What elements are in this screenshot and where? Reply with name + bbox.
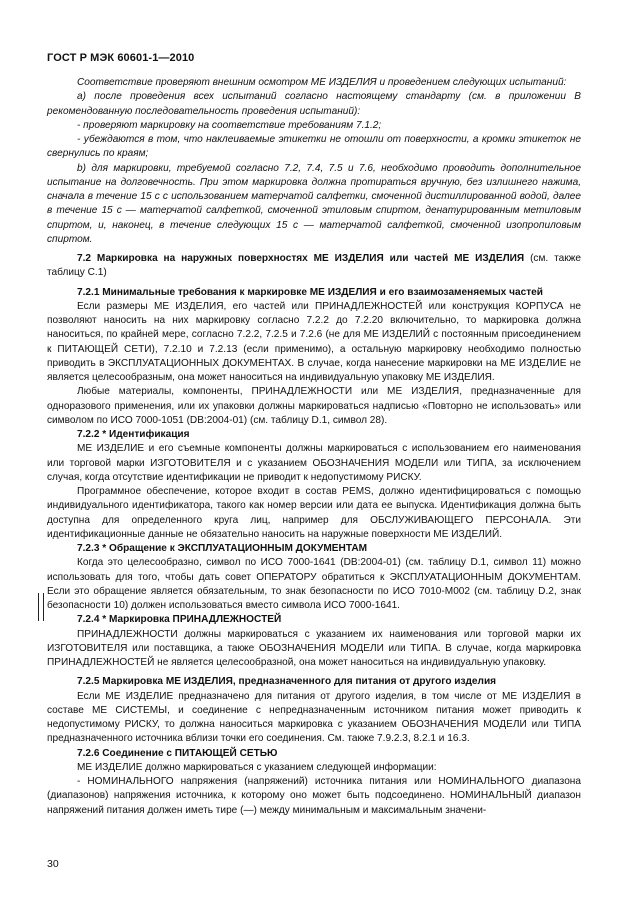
section-heading-7-2-6: 7.2.6 Соединение с ПИТАЮЩЕЙ СЕТЬЮ	[77, 747, 278, 759]
section-heading-7-2-ref: (см. также таблицу С.1)	[47, 253, 581, 279]
paragraph-identification: МЕ ИЗДЕЛИЕ и его съемные компоненты должны маркироваться с использованием его наименования или торговой марки ИЗГОТОВИТЕЛЯ и с указанием ОБОЗНАЧЕНИЯ МОДЕЛИ или ТИПА, за исключением случая, когда отсутствие идентификации не приводит к недопустимому РИСКУ.	[47, 443, 581, 483]
section-heading-7-2-2: 7.2.2 * Идентификация	[77, 429, 190, 440]
section-heading-7-2-3: 7.2.3 * Обращение к ЭКСПЛУАТАЦИОННЫМ ДОКУМЕНТАМ	[77, 543, 368, 554]
section-heading-7-2-5: 7.2.5 Маркировка МЕ ИЗДЕЛИЯ, предназначенного для питания от другого изделия	[77, 676, 497, 688]
paragraph-check-marking: - проверяют маркировку на соответствие требованиям 7.1.2;	[77, 119, 382, 131]
paragraph-rated-voltage: - НОМИНАЛЬНОГО напряжения (напряжений) источника питания или НОМИНАЛЬНОГО диапазона (диапазонов) напряжения источника, к которому оно может быть подсоединено. НОМИНАЛЬНЫЙ диапазон напряжений питания должен иметь тире (—) между минимальным и максимальным значени-	[47, 776, 581, 816]
paragraph-minimal-requirements: Если размеры МЕ ИЗДЕЛИЯ, его частей или ПРИНАДЛЕЖНОСТЕЙ или конструкция КОРПУСА не позволяют наносить на них маркировку согласно 7.2.2 до 7.2.20 включительно, то маркировка должна наноситься, по крайней мере, согласно 7.2.2, 7.2.5 и 7.2.6 (не для МЕ ИЗДЕЛИЙ с постоянным присоединением к ПИТАЮЩЕЙ СЕТИ), 7.2.10 и 7.2.13 (если применимо), а остальную маркировку необходимо полностью приводить в ЭКСПЛУАТАЦИОННЫХ ДОКУМЕНТАХ. В случае, когда нанесение маркировки на МЕ ИЗДЕЛИЕ не является целесообразным, она может наноситься на индивидуальную упаковку МЕ ИЗДЕЛИЯ.	[47, 300, 581, 383]
paragraph-check-labels: - убеждаются в том, что наклеиваемые этикетки не отошли от поверхности, а кромки этикеток не свернулись по краям;	[47, 134, 581, 160]
paragraph-operating-documents: Когда это целесообразно, символ по ИСО 7000-1641 (DB:2004-01) (см. таблицу D.1, символ 11) можно использовать для того, чтобы дать совет ОПЕРАТОРУ обратиться к ЭКСПЛУАТАЦИОННЫМ ДОКУМЕНТАМ. Если это обращение является обязательным, то знак безопасности по ИСО 7010-М002 (см. таблицу D.2, знак безопасности 10) должен использоваться вместо символа ИСО 7000-1641.	[47, 557, 581, 611]
page-number: 30	[47, 858, 59, 870]
paragraph-test-b: b) для маркировки, требуемой согласно 7.2, 7.4, 7.5 и 7.6, необходимо проводить дополнительное испытание на долговечность. При этом маркировка должна протираться вручную, без излишнего нажима, сначала в течение 15 с с использованием матерчатой салфетки, смоченной дистиллированной водой, далее в течение 15 с — матерчатой салфеткой, смоченной этиловым спиртом, денатурированным метиловым спиртом, и, наконец, в течение следующих 15 с — матерчатой салфеткой, смоченной изопропиловым спиртом.	[47, 162, 581, 245]
section-heading-7-2-title: 7.2 Маркировка на наружных поверхностях МЕ ИЗДЕЛИЯ или частей МЕ ИЗДЕЛИЯ	[77, 253, 525, 264]
section-heading-7-2-1: 7.2.1 Минимальные требования к маркировке МЕ ИЗДЕЛИЯ и его взаимозаменяемых частей	[77, 286, 543, 298]
section-heading-7-2-4: 7.2.4 * Маркировка ПРИНАДЛЕЖНОСТЕЙ	[77, 614, 282, 626]
paragraph-power-source: Если МЕ ИЗДЕЛИЕ предназначено для питания от другого изделия, в том числе от МЕ ИЗДЕЛИЯ в составе МЕ СИСТЕМЫ, и соединение с непредназначенным источником питания может приводить к недопустимому РИСКУ, то должна наноситься маркировка с указанием ОБОЗНАЧЕНИЯ МОДЕЛИ или ТИПА предназначенного источника вблизи точки его соединения. См. также 7.9.2.3, 8.2.1 и 16.3.	[47, 690, 581, 745]
paragraph-compliance-intro: Соответствие проверяют внешним осмотром МЕ ИЗДЕЛИЯ и проведением следующих испытаний:	[77, 77, 567, 88]
paragraph-test-a: a) после проведения всех испытаний согласно настоящему стандарту (см. в приложении В рекомендованную последовательность проведения испытаний):	[47, 91, 581, 117]
paragraph-accessories: ПРИНАДЛЕЖНОСТИ должны маркироваться с указанием их наименования или торговой марки их ИЗГОТОВИТЕЛЯ или поставщика, а также ОБОЗНАЧЕНИЯ МОДЕЛИ или ТИПА. В случае, когда маркировка ПРИНАДЛЕЖНОСТЕЙ не является целесообразной, она может наноситься на индивидуальную упаковку.	[47, 628, 581, 668]
section-heading-7-2	[47, 252, 581, 281]
paragraph-mains-info: МЕ ИЗДЕЛИЕ должно маркироваться с указанием следующей информации:	[77, 761, 437, 773]
revision-change-bar	[38, 593, 44, 621]
paragraph-software-identification: Программное обеспечение, которое входит в состав PEMS, должно идентифицироваться с помощью индивидуального идентификатора, такого как номер версии или дата ее выпуска. Идентификация должна быть доступна для определенного круга лиц, например для ОБСЛУЖИВАЮЩЕГО ПЕРСОНАЛА. Эти идентификационные данные не обязательно наносить на наружные поверхности МЕ ИЗДЕЛИЙ.	[47, 486, 581, 540]
document-body	[47, 76, 581, 818]
document-header: ГОСТ Р МЭК 60601-1—2010	[47, 52, 195, 64]
paragraph-single-use: Любые материалы, компоненты, ПРИНАДЛЕЖНОСТИ или МЕ ИЗДЕЛИЯ, предназначенные для одноразового применения, или их упаковки должны маркироваться надписью «Повторно не использовать» или символом по ИСО 7000-1051 (DB:2004-01) (см. таблицу D.1, символ 28).	[47, 386, 581, 426]
